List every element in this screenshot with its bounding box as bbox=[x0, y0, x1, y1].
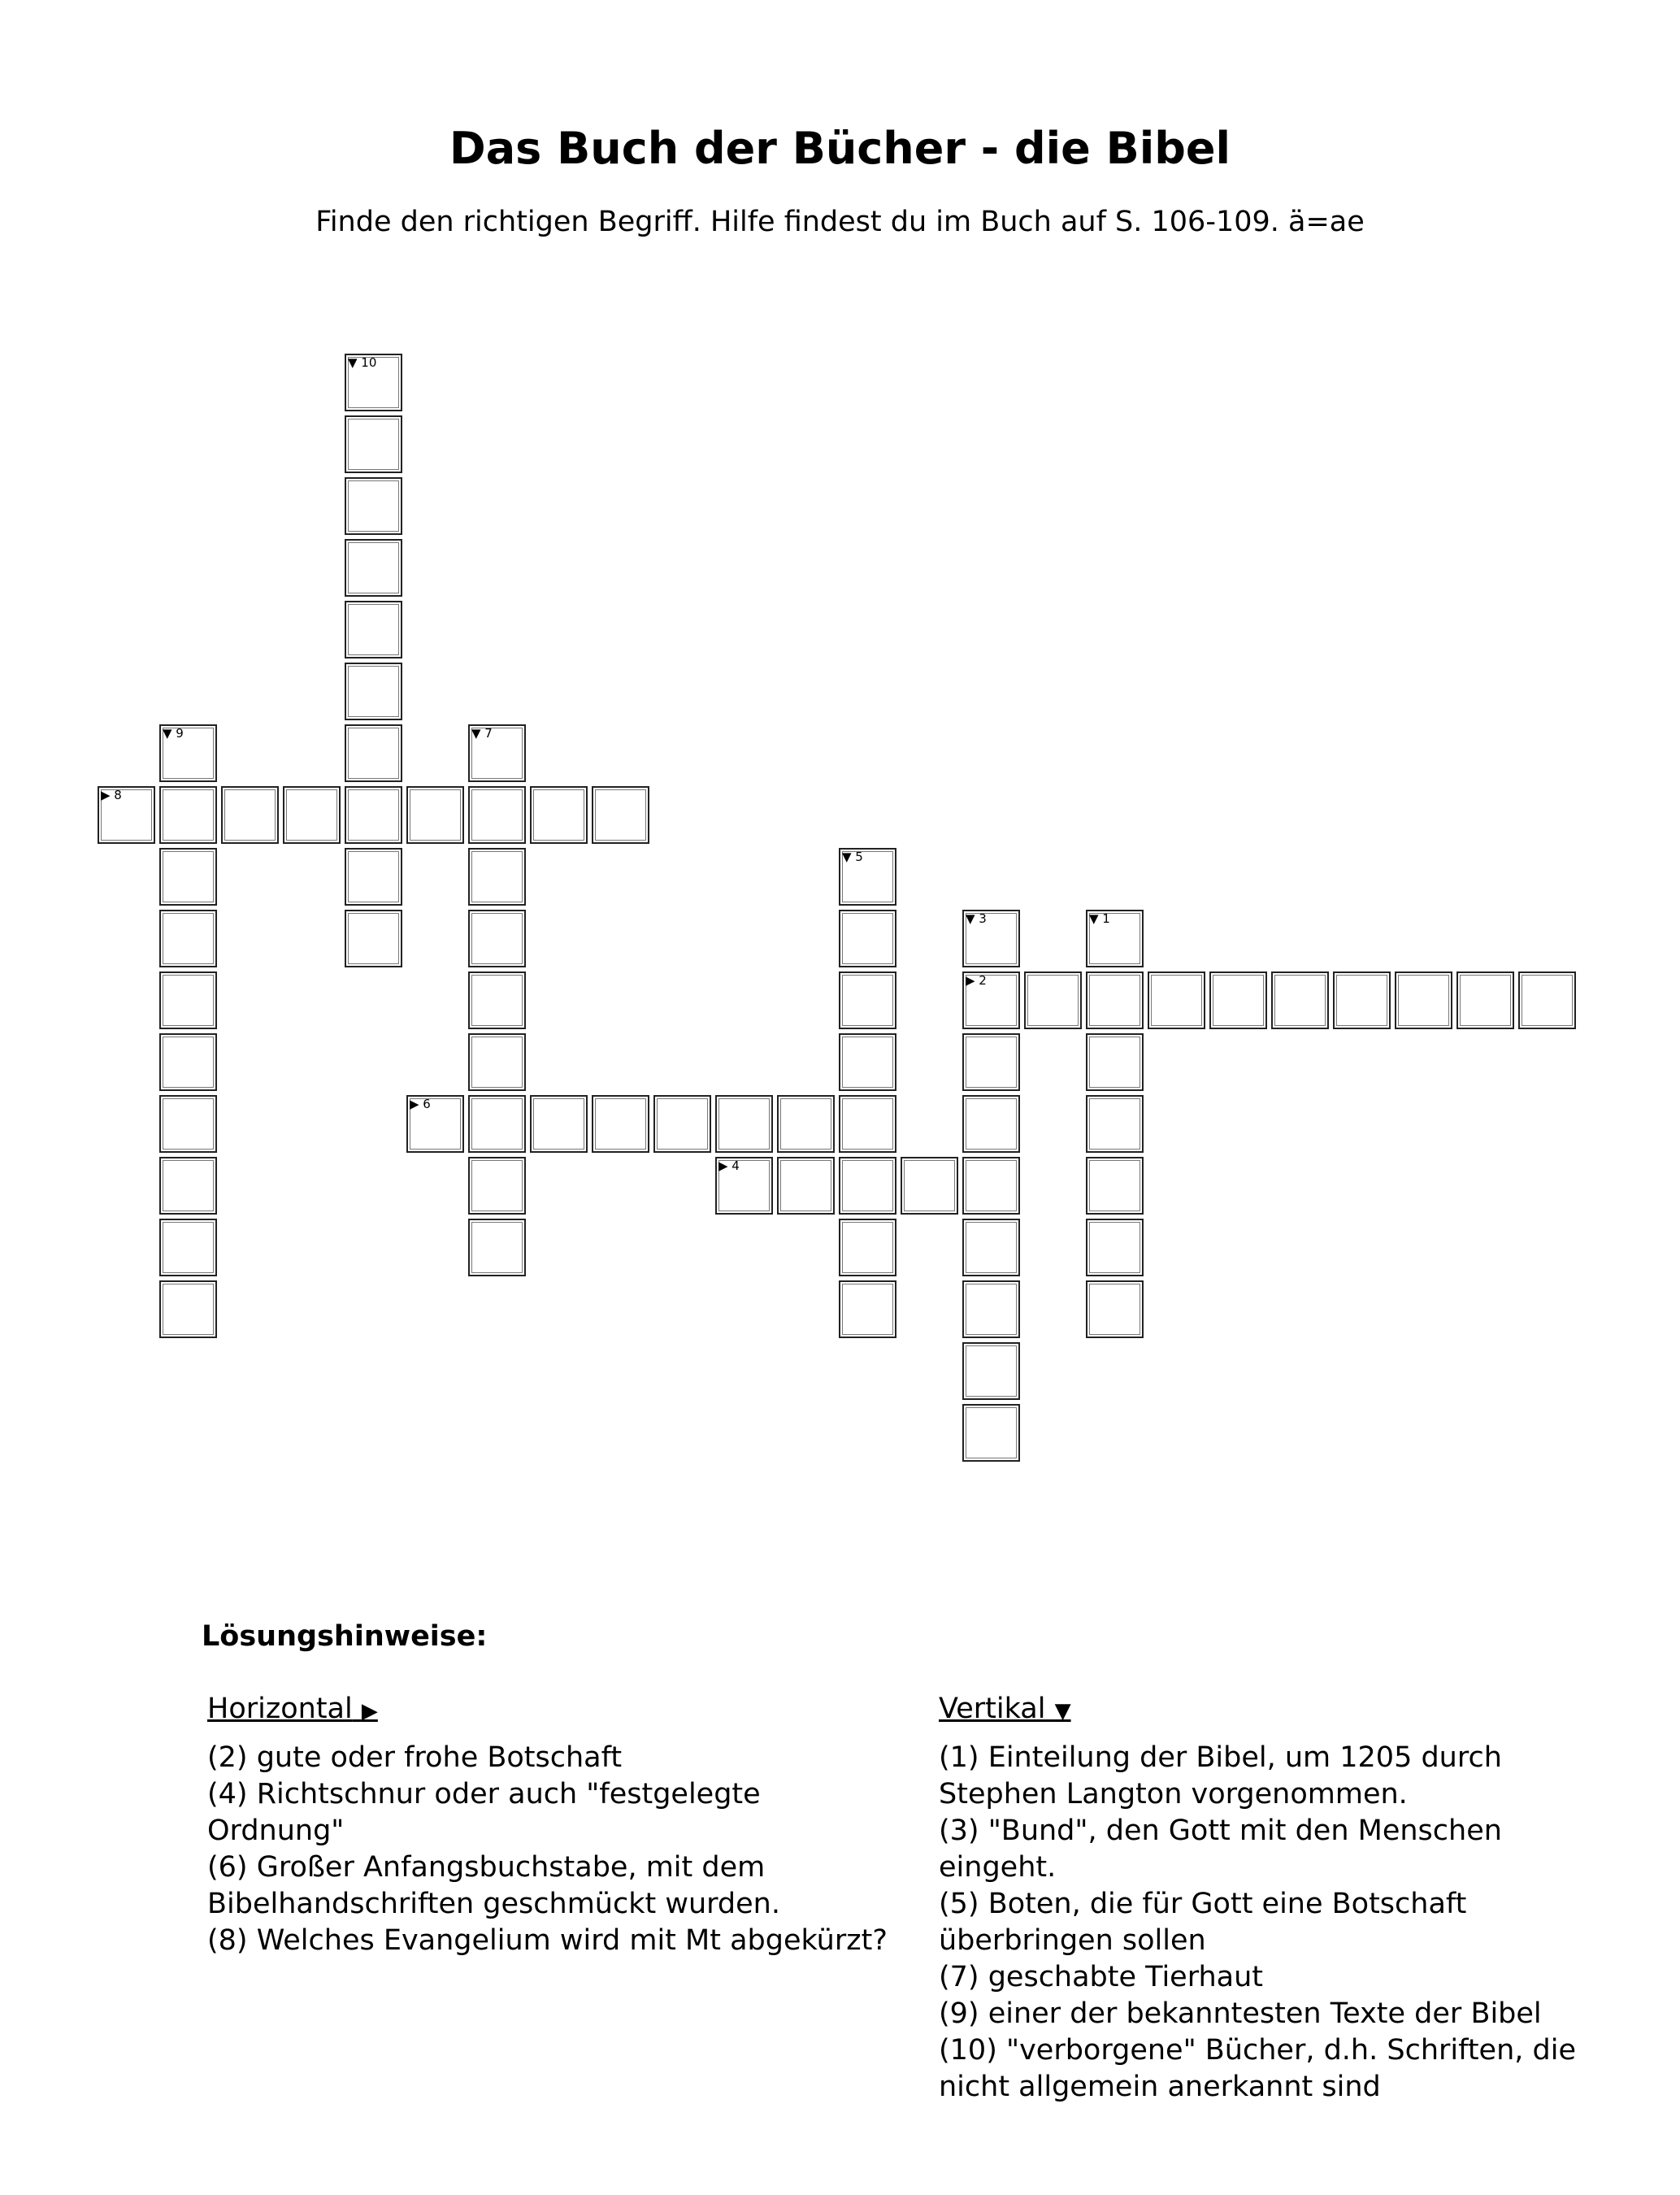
crossword-cell[interactable] bbox=[1456, 971, 1514, 1029]
crossword-cell[interactable] bbox=[345, 786, 402, 844]
crossword-cell[interactable] bbox=[159, 910, 217, 967]
crossword-cell[interactable] bbox=[159, 1157, 217, 1215]
crossword-cell[interactable] bbox=[777, 1095, 835, 1153]
crossword-cell[interactable] bbox=[159, 724, 217, 782]
crossword-cell[interactable] bbox=[468, 971, 526, 1029]
crossword-cell[interactable] bbox=[159, 786, 217, 844]
crossword-cell[interactable] bbox=[468, 1095, 526, 1153]
clue-number-8: ▶ 8 bbox=[101, 788, 122, 802]
clue-across-6: (6) Großer Anfangsbuchstabe, mit dem Bibelhandschriften geschmückt wurden. bbox=[207, 1851, 780, 1920]
crossword-cell[interactable] bbox=[1086, 1157, 1144, 1215]
crossword-cell[interactable] bbox=[98, 786, 155, 844]
clue-number-4: ▶ 4 bbox=[718, 1158, 740, 1173]
crossword-cell[interactable] bbox=[839, 1219, 896, 1276]
crossword-cell[interactable] bbox=[1086, 1095, 1144, 1153]
vertical-clues bbox=[939, 1691, 1589, 2106]
crossword-cell[interactable] bbox=[962, 1095, 1020, 1153]
clue-number-9: ▼ 9 bbox=[163, 726, 184, 741]
crossword-cell[interactable] bbox=[159, 1095, 217, 1153]
crossword-cell[interactable] bbox=[345, 848, 402, 906]
crossword-cell[interactable] bbox=[1209, 971, 1267, 1029]
crossword-cell[interactable] bbox=[1086, 1033, 1144, 1091]
crossword-cell[interactable] bbox=[468, 786, 526, 844]
crossword-cell[interactable] bbox=[406, 1095, 464, 1153]
crossword-cell[interactable] bbox=[962, 1342, 1020, 1400]
clue-down-9: (9) einer der bekanntesten Texte der Bibel bbox=[939, 1997, 1542, 2030]
crossword-cell[interactable] bbox=[468, 848, 526, 906]
crossword-cell[interactable] bbox=[715, 1157, 773, 1215]
crossword-cell[interactable] bbox=[962, 1157, 1020, 1215]
crossword-cell[interactable] bbox=[962, 1404, 1020, 1462]
crossword-cell[interactable] bbox=[159, 1219, 217, 1276]
crossword-cell[interactable] bbox=[777, 1157, 835, 1215]
crossword-cell[interactable] bbox=[592, 786, 649, 844]
crossword-cell[interactable] bbox=[839, 848, 896, 906]
crossword-cell[interactable] bbox=[962, 910, 1020, 967]
crossword-cell[interactable] bbox=[839, 1095, 896, 1153]
crossword-cell[interactable] bbox=[468, 1157, 526, 1215]
crossword-cell[interactable] bbox=[345, 477, 402, 535]
crossword-cell[interactable] bbox=[159, 1033, 217, 1091]
crossword-cell[interactable] bbox=[1086, 971, 1144, 1029]
crossword-cell[interactable] bbox=[159, 971, 217, 1029]
clue-down-1: (1) Einteilung der Bibel, um 1205 durch Stephen Langton vorgenommen. bbox=[939, 1741, 1502, 1810]
crossword-cell[interactable] bbox=[345, 539, 402, 597]
horizontal-heading-label: Horizontal bbox=[207, 1693, 353, 1725]
page-title: Das Buch der Bücher - die Bibel bbox=[449, 123, 1231, 174]
crossword-cell[interactable] bbox=[345, 601, 402, 658]
crossword-cell[interactable] bbox=[345, 724, 402, 782]
crossword-cell[interactable] bbox=[159, 848, 217, 906]
crossword-cell[interactable] bbox=[1518, 971, 1576, 1029]
crossword-cell[interactable] bbox=[283, 786, 341, 844]
crossword-cell[interactable] bbox=[468, 910, 526, 967]
crossword-cell[interactable] bbox=[901, 1157, 958, 1215]
crossword-cell[interactable] bbox=[406, 786, 464, 844]
vertical-heading bbox=[939, 1691, 1589, 1730]
clue-down-3: (3) "Bund", den Gott mit den Menschen eingeht. bbox=[939, 1815, 1502, 1884]
crossword-cell[interactable] bbox=[221, 786, 279, 844]
crossword-cell[interactable] bbox=[345, 663, 402, 720]
clue-number-3: ▼ 3 bbox=[966, 911, 987, 926]
vertical-heading-label: Vertikal bbox=[939, 1693, 1046, 1725]
crossword-cell[interactable] bbox=[1086, 910, 1144, 967]
crossword-cell[interactable] bbox=[839, 1033, 896, 1091]
crossword-cell[interactable] bbox=[715, 1095, 773, 1153]
crossword-cell[interactable] bbox=[839, 1157, 896, 1215]
crossword-cell[interactable] bbox=[468, 1219, 526, 1276]
crossword-cell[interactable] bbox=[962, 1219, 1020, 1276]
crossword-cell[interactable] bbox=[468, 1033, 526, 1091]
crossword-cell[interactable] bbox=[839, 971, 896, 1029]
crossword-cell[interactable] bbox=[839, 1280, 896, 1338]
clue-number-2: ▶ 2 bbox=[966, 973, 987, 988]
clue-down-10: (10) "verborgene" Bücher, d.h. Schriften, die nicht allgemein anerkannt sind bbox=[939, 2034, 1576, 2103]
instructions: Finde den richtigen Begriff. Hilfe findest du im Buch auf S. 106-109. ä=ae bbox=[315, 206, 1365, 238]
crossword-cell[interactable] bbox=[1333, 971, 1391, 1029]
horizontal-heading bbox=[207, 1691, 906, 1730]
clue-down-5: (5) Boten, die für Gott eine Botschaft überbringen sollen bbox=[939, 1888, 1467, 1957]
clue-number-7: ▼ 7 bbox=[471, 726, 493, 741]
crossword-cell[interactable] bbox=[592, 1095, 649, 1153]
hints-heading: Lösungshinweise: bbox=[202, 1620, 488, 1653]
crossword-cell[interactable] bbox=[345, 910, 402, 967]
crossword-cell[interactable] bbox=[530, 786, 588, 844]
clue-number-5: ▼ 5 bbox=[842, 850, 863, 864]
crossword-cell[interactable] bbox=[839, 910, 896, 967]
clue-across-8: (8) Welches Evangelium wird mit Mt abgekürzt? bbox=[207, 1924, 888, 1957]
crossword-cell[interactable] bbox=[653, 1095, 711, 1153]
clue-across-4: (4) Richtschnur oder auch "festgelegte Ordnung" bbox=[207, 1778, 761, 1847]
clue-number-1: ▼ 1 bbox=[1089, 911, 1110, 926]
crossword-cell[interactable] bbox=[1271, 971, 1329, 1029]
crossword-cell[interactable] bbox=[962, 971, 1020, 1029]
down-arrow-icon: ▼ bbox=[1054, 1699, 1071, 1723]
crossword-cell[interactable] bbox=[1086, 1280, 1144, 1338]
crossword-cell[interactable] bbox=[1086, 1219, 1144, 1276]
crossword-cell[interactable] bbox=[962, 1033, 1020, 1091]
clue-number-6: ▶ 6 bbox=[410, 1097, 431, 1111]
clue-number-10: ▼ 10 bbox=[348, 355, 377, 370]
clue-down-7: (7) geschabte Tierhaut bbox=[939, 1961, 1264, 1993]
crossword-cell[interactable] bbox=[1395, 971, 1452, 1029]
crossword-cell[interactable] bbox=[345, 354, 402, 411]
clue-across-2: (2) gute oder frohe Botschaft bbox=[207, 1741, 623, 1774]
crossword-cell[interactable] bbox=[345, 415, 402, 473]
crossword-cell[interactable] bbox=[468, 724, 526, 782]
crossword-cell[interactable] bbox=[159, 1280, 217, 1338]
horizontal-clues bbox=[207, 1691, 906, 1959]
crossword-cell[interactable] bbox=[962, 1280, 1020, 1338]
crossword-cell[interactable] bbox=[1148, 971, 1205, 1029]
right-arrow-icon: ▶ bbox=[361, 1699, 378, 1723]
crossword-cell[interactable] bbox=[1024, 971, 1082, 1029]
crossword-cell[interactable] bbox=[530, 1095, 588, 1153]
